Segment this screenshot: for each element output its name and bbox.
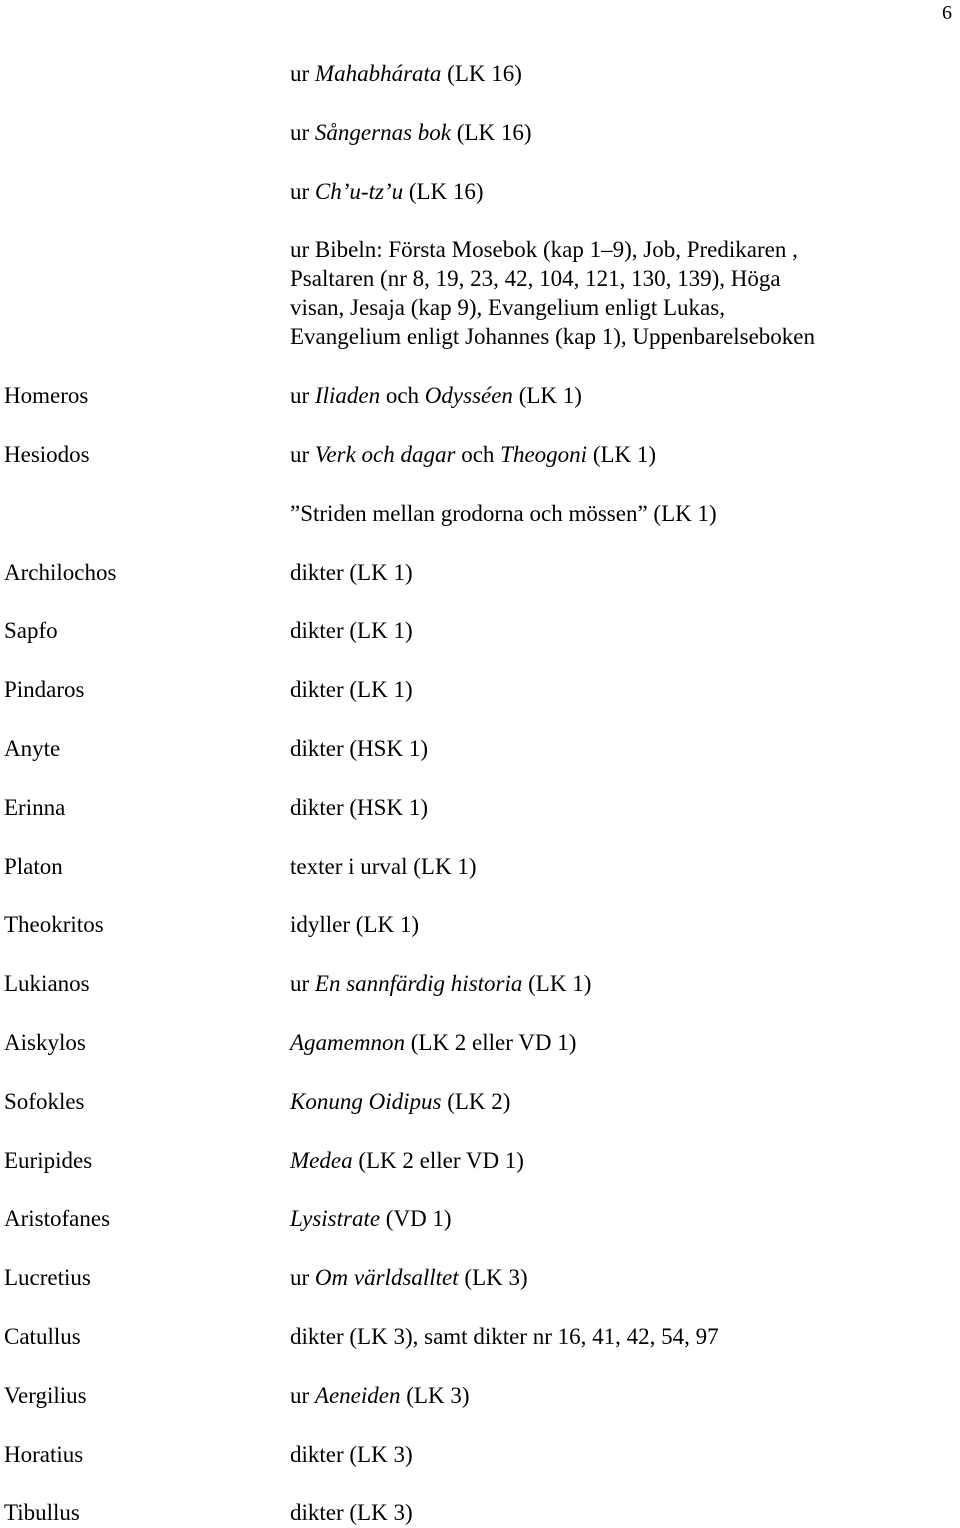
author-name: Homeros — [4, 383, 89, 409]
work-text: (VD 1) — [380, 1206, 452, 1232]
author-name: Euripides — [4, 1147, 93, 1173]
author-name: Aristofanes — [4, 1206, 111, 1232]
work-description — [290, 1381, 930, 1410]
work-title: Medea — [290, 1147, 353, 1173]
work-description — [290, 1263, 930, 1292]
work-title: Lysistrate — [290, 1206, 381, 1232]
work-description — [290, 1322, 930, 1351]
work-line — [290, 1381, 930, 1410]
work-text: ur — [290, 1265, 315, 1291]
work-text: texter i urval (LK 1) — [290, 853, 477, 879]
work-line — [290, 1263, 930, 1292]
work-text: (LK 1) — [512, 383, 582, 409]
work-text: idyller (LK 1) — [290, 912, 420, 938]
work-line — [290, 969, 930, 998]
work-description — [290, 1028, 930, 1057]
work-description — [290, 558, 930, 587]
author-name: Lucretius — [4, 1265, 91, 1291]
work-line — [290, 1146, 930, 1175]
work-line — [290, 293, 930, 322]
work-line — [290, 558, 930, 587]
author-name: Erinna — [4, 794, 66, 820]
work-title: Odysséen — [424, 383, 513, 409]
work-text: Psaltaren (nr 8, 19, 23, 42, 104, 121, 130, 139), Höga — [290, 266, 781, 292]
work-line — [290, 177, 930, 206]
work-description — [290, 1498, 930, 1527]
author-name: Aiskylos — [4, 1030, 86, 1055]
work-text: ur — [290, 119, 315, 145]
work-text: (LK 2 eller VD 1) — [404, 1030, 577, 1055]
author-name: Anyte — [4, 736, 61, 761]
work-title: Iliaden — [314, 383, 381, 409]
work-title: Om världsalltet — [314, 1265, 459, 1291]
work-description — [290, 177, 930, 206]
work-description — [290, 910, 930, 939]
work-description — [290, 734, 930, 763]
work-title: Agamemnon — [290, 1030, 405, 1055]
work-description — [290, 440, 930, 469]
work-text: (LK 16) — [403, 178, 484, 204]
author-name: Archilochos — [4, 559, 117, 585]
author-name: Catullus — [4, 1324, 81, 1349]
work-text: (LK 3) — [400, 1382, 470, 1408]
work-line — [290, 1087, 930, 1116]
work-text: dikter (LK 1) — [290, 618, 413, 644]
work-description — [290, 675, 930, 704]
work-text: (LK 16) — [451, 119, 532, 145]
work-text: dikter (HSK 1) — [290, 794, 428, 820]
work-line — [290, 1322, 930, 1351]
work-text: (LK 2 eller VD 1) — [352, 1147, 524, 1173]
work-text: (LK 1) — [587, 442, 657, 467]
work-text: ur Bibeln: Första Mosebok (kap 1–9), Job, Predikaren , — [290, 237, 798, 263]
work-line — [290, 675, 930, 704]
work-description — [290, 235, 930, 351]
work-text: Evangelium enligt Johannes (kap 1), Uppenbarelseboken — [290, 324, 816, 350]
work-line — [290, 1440, 930, 1469]
work-description — [290, 1087, 930, 1116]
work-description — [290, 1204, 930, 1233]
work-line — [290, 118, 930, 147]
work-text: (LK 3) — [458, 1265, 528, 1291]
author-name: Tibullus — [4, 1500, 80, 1526]
work-title: En sannfärdig historia — [314, 971, 523, 997]
work-description — [290, 381, 930, 410]
author-name: Lukianos — [4, 971, 90, 997]
work-title: Theogoni — [500, 442, 588, 467]
work-line — [290, 235, 930, 264]
work-text: och — [455, 442, 501, 467]
work-text: ur — [290, 178, 315, 204]
work-text: (LK 16) — [441, 61, 522, 86]
author-name: Horatius — [4, 1441, 84, 1467]
work-line — [290, 793, 930, 822]
author-name: Pindaros — [4, 677, 85, 703]
author-name: Vergilius — [4, 1382, 87, 1408]
work-description — [290, 499, 930, 528]
work-text: dikter (LK 1) — [290, 559, 413, 585]
work-text: och — [380, 383, 425, 409]
work-description — [290, 852, 930, 881]
work-line — [290, 499, 930, 528]
work-title: Konung Oidipus — [290, 1088, 442, 1114]
author-name: Sofokles — [4, 1088, 85, 1114]
work-text: ”Striden mellan grodorna och mössen” (LK 1) — [290, 500, 717, 526]
author-name: Hesiodos — [4, 442, 90, 467]
work-line — [290, 59, 930, 88]
work-text: (LK 2) — [441, 1088, 511, 1114]
work-description — [290, 616, 930, 645]
work-text: dikter (LK 3) — [290, 1441, 413, 1467]
work-text: visan, Jesaja (kap 9), Evangelium enligt Lukas, — [290, 295, 725, 321]
work-line — [290, 1028, 930, 1057]
work-line — [290, 322, 930, 351]
work-title: Sångernas bok — [314, 119, 451, 145]
work-title: Mahabhárata — [314, 61, 442, 86]
page-number: 6 — [942, 2, 952, 24]
work-title: Ch’u-tz’u — [314, 178, 404, 204]
work-text: dikter (LK 3) — [290, 1500, 413, 1526]
work-line — [290, 440, 930, 469]
work-description — [290, 793, 930, 822]
work-title: Verk och dagar — [314, 442, 456, 467]
work-text: dikter (LK 3), samt dikter nr 16, 41, 42, 54, 97 — [290, 1324, 719, 1349]
work-text: dikter (HSK 1) — [290, 736, 428, 761]
work-text: ur — [290, 61, 315, 86]
work-line — [290, 852, 930, 881]
work-line — [290, 1498, 930, 1527]
work-line — [290, 616, 930, 645]
work-line — [290, 734, 930, 763]
author-name: Theokritos — [4, 912, 104, 938]
work-description — [290, 969, 930, 998]
work-description — [290, 118, 930, 147]
author-name: Sapfo — [4, 618, 58, 644]
work-text: ur — [290, 383, 315, 409]
author-name: Platon — [4, 853, 63, 879]
work-line — [290, 910, 930, 939]
work-text: ur — [290, 442, 315, 467]
work-title: Aeneiden — [314, 1382, 401, 1408]
work-text: ur — [290, 1382, 315, 1408]
work-line — [290, 264, 930, 293]
work-line — [290, 381, 930, 410]
work-description — [290, 1440, 930, 1469]
work-text: ur — [290, 971, 315, 997]
work-text: (LK 1) — [522, 971, 592, 997]
work-description — [290, 59, 930, 88]
work-line — [290, 1204, 930, 1233]
work-text: dikter (LK 1) — [290, 677, 413, 703]
work-description — [290, 1146, 930, 1175]
